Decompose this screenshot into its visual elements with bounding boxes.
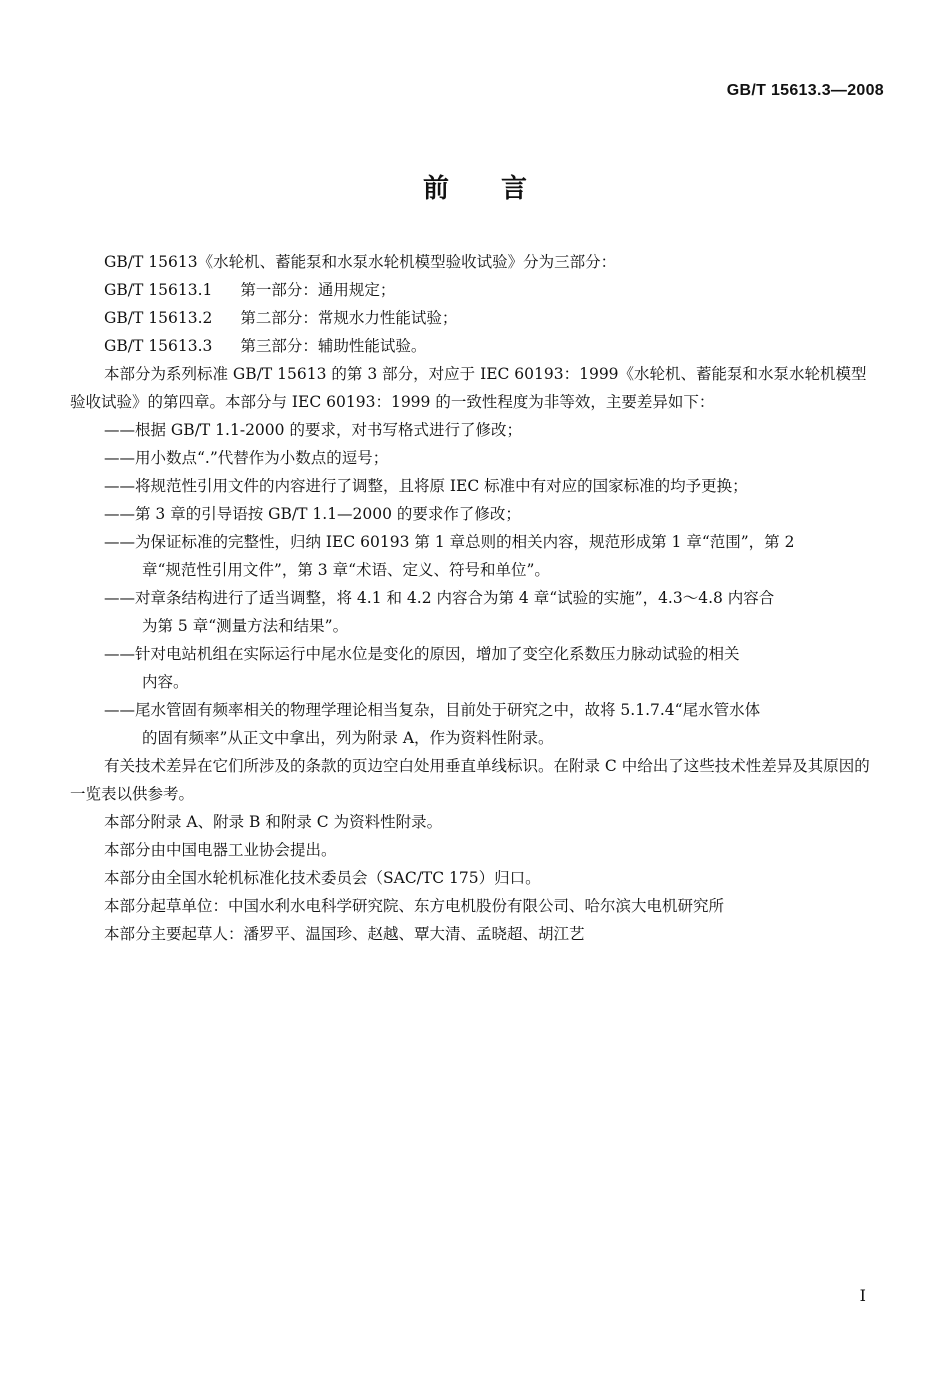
part-list-item: GB/T 15613.2 第二部分：常规水力性能试验； xyxy=(104,309,458,327)
annexes-paragraph: 本部分附录 A、附录 B 和附录 C 为资料性附录。 xyxy=(104,813,443,831)
part-list-item: GB/T 15613.1 第一部分：通用规定； xyxy=(104,281,396,299)
difference-item: ——第 3 章的引导语按 GB/T 1.1—2000 的要求作了修改； xyxy=(104,505,521,523)
difference-item: ——根据 GB/T 1.1-2000 的要求，对书写格式进行了修改； xyxy=(104,421,522,439)
intro-paragraph: GB/T 15613《水轮机、蓄能泵和水泵水轮机模型验收试验》分为三部分： xyxy=(104,253,617,271)
difference-item: ——为保证标准的完整性，归纳 IEC 60193 第 1 章总则的相关内容，规范形成第 1 章“范围”，第 2 章“规范性引用文件”，第 3 章“术语、定义、符号和单位”。 xyxy=(104,533,795,579)
standard-number: GB/T 15613.3—2008 xyxy=(726,82,884,99)
marking-paragraph: 有关技术差异在它们所涉及的条款的页边空白处用垂直单线标识。在附录 C 中给出了这些技术性差异及其原因的一览表以供参考。 xyxy=(70,757,870,803)
correspondence-paragraph: 本部分为系列标准 GB/T 15613 的第 3 部分，对应于 IEC 60193：1999《水轮机、蓄能泵和水泵水轮机模型验收试验》的第四章。本部分与 IEC 60193：1999 的一致性程度为非等效，主要差异如下： xyxy=(70,365,867,411)
page-number: I xyxy=(859,1286,866,1305)
difference-item: ——将规范性引用文件的内容进行了调整，且将原 IEC 标准中有对应的国家标准的均予更换； xyxy=(104,477,748,495)
drafters-paragraph: 本部分主要起草人：潘罗平、温国珍、赵越、覃大清、孟晓超、胡江艺 xyxy=(104,925,585,943)
difference-item: ——对章条结构进行了适当调整，将 4.1 和 4.2 内容合为第 4 章“试验的实施”，4.3～4.8 内容合 为第 5 章“测量方法和结果”。 xyxy=(104,589,775,635)
difference-item: ——用小数点“.”代替作为小数点的逗号； xyxy=(104,449,389,467)
document-body xyxy=(70,248,882,948)
part-list-item: GB/T 15613.3 第三部分：辅助性能试验。 xyxy=(104,337,427,355)
difference-item: ——针对电站机组在实际运行中尾水位是变化的原因，增加了变空化系数压力脉动试验的相关 内容。 xyxy=(104,645,740,691)
proposed-paragraph: 本部分由中国电器工业协会提出。 xyxy=(104,841,337,859)
difference-item: ——尾水管固有频率相关的物理学理论相当复杂，目前处于研究之中，故将 5.1.7.4“尾水管水体 的固有频率”从正文中拿出，列为附录 A，作为资料性附录。 xyxy=(104,701,761,747)
drafting-units-paragraph: 本部分起草单位：中国水利水电科学研究院、东方电机股份有限公司、哈尔滨大电机研究所 xyxy=(104,897,725,915)
managed-paragraph: 本部分由全国水轮机标准化技术委员会（SAC/TC 175）归口。 xyxy=(104,869,541,887)
page-title: 前言 xyxy=(422,174,579,204)
